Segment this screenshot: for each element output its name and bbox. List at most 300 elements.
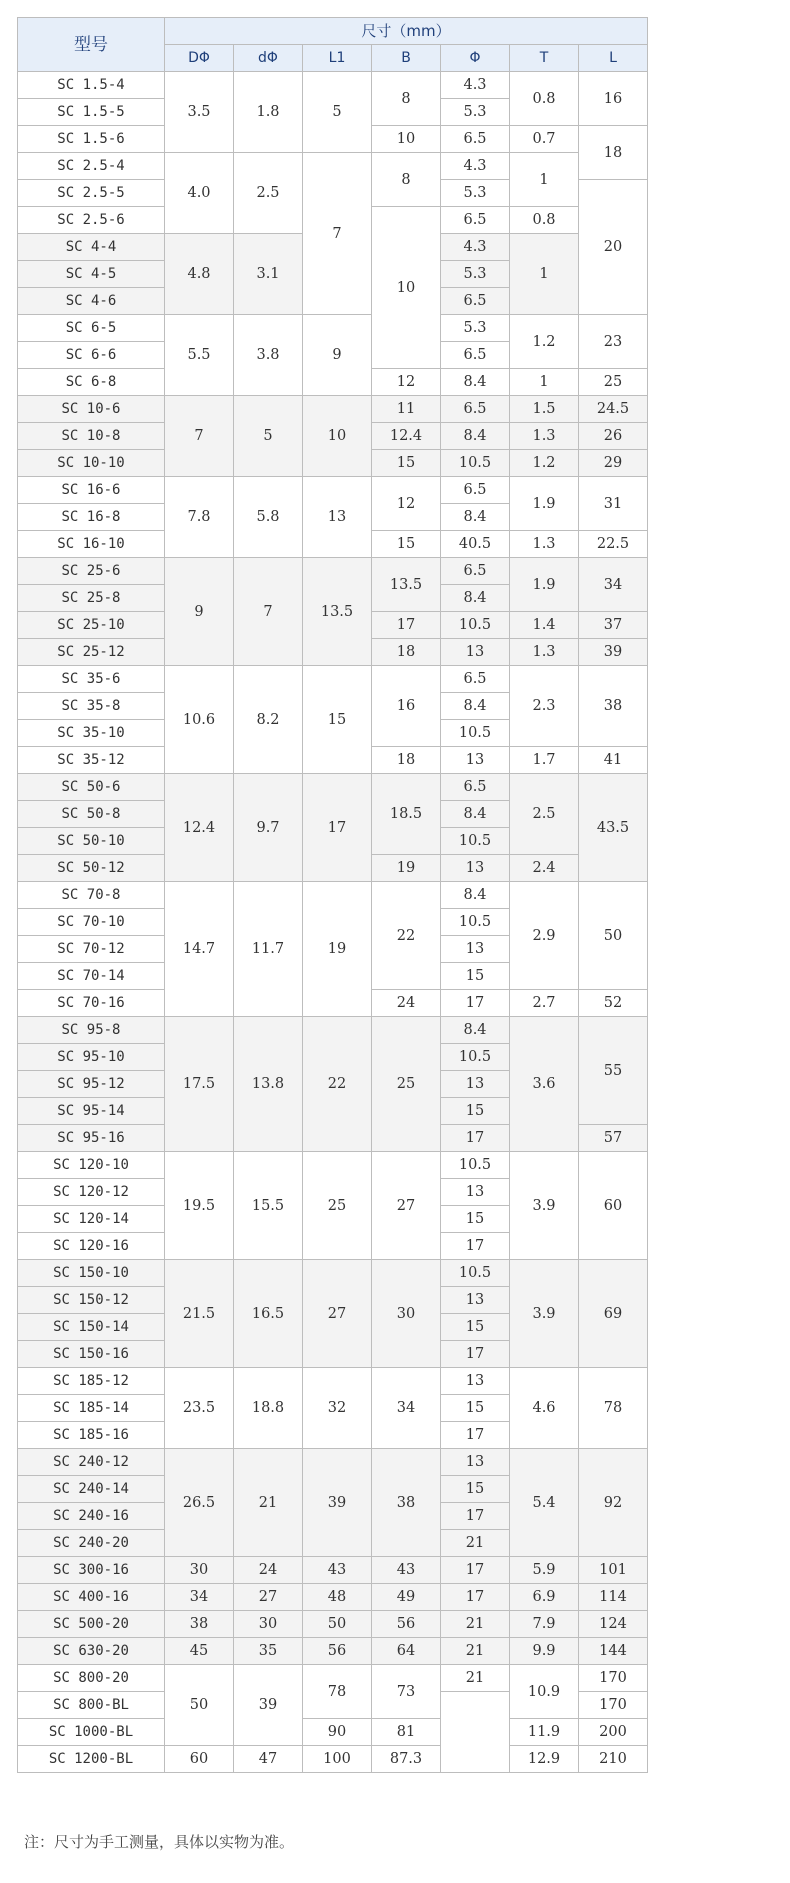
cell-T: 1 [510,369,579,396]
header-col-d: dΦ [234,45,303,72]
cell-D: 14.7 [165,882,234,1017]
cell-model: SC 25-6 [18,558,165,585]
cell-B: 18 [372,747,441,774]
cell-B: 49 [372,1584,441,1611]
cell-phi: 17 [441,1341,510,1368]
cell-phi: 17 [441,1125,510,1152]
cell-phi: 5.3 [441,261,510,288]
cell-D: 7 [165,396,234,477]
cell-L: 170 [579,1692,648,1719]
header-col-T: T [510,45,579,72]
cell-model: SC 800-20 [18,1665,165,1692]
cell-B: 81 [372,1719,441,1746]
cell-B: 22 [372,882,441,990]
cell-phi: 8.4 [441,801,510,828]
cell-T: 2.3 [510,666,579,747]
cell-model: SC 185-16 [18,1422,165,1449]
cell-model: SC 50-10 [18,828,165,855]
cell-phi: 5.3 [441,180,510,207]
cell-model: SC 6-5 [18,315,165,342]
cell-L: 23 [579,315,648,369]
cell-T: 6.9 [510,1584,579,1611]
cell-B: 18 [372,639,441,666]
cell-d: 24 [234,1557,303,1584]
cell-T: 1.2 [510,450,579,477]
cell-phi: 13 [441,747,510,774]
cell-L: 55 [579,1017,648,1125]
cell-phi: 15 [441,1098,510,1125]
table-row [18,1449,648,1476]
cell-L: 16 [579,72,648,126]
cell-model: SC 2.5-4 [18,153,165,180]
table-row [18,1368,648,1395]
cell-B: 87.3 [372,1746,441,1773]
cell-B: 43 [372,1557,441,1584]
cell-L1: 78 [303,1665,372,1719]
spec-table [17,17,648,1773]
cell-phi: 6.5 [441,207,510,234]
cell-d: 3.8 [234,315,303,396]
cell-phi: 17 [441,1422,510,1449]
table-row [18,315,648,342]
cell-D: 12.4 [165,774,234,882]
cell-d: 21 [234,1449,303,1557]
cell-L1: 7 [303,153,372,315]
cell-D: 21.5 [165,1260,234,1368]
spec-table-body [18,72,648,1773]
cell-B: 15 [372,450,441,477]
cell-D: 3.5 [165,72,234,153]
cell-d: 2.5 [234,153,303,234]
cell-T: 10.9 [510,1665,579,1719]
cell-T: 0.8 [510,72,579,126]
cell-phi: 13 [441,1449,510,1476]
cell-d: 11.7 [234,882,303,1017]
cell-L: 52 [579,990,648,1017]
cell-B: 12.4 [372,423,441,450]
cell-D: 23.5 [165,1368,234,1449]
cell-D: 4.0 [165,153,234,234]
cell-phi: 17 [441,1503,510,1530]
header-col-phi: Φ [441,45,510,72]
cell-phi: 13 [441,1179,510,1206]
header-col-D: DΦ [165,45,234,72]
cell-phi: 10.5 [441,612,510,639]
cell-L: 24.5 [579,396,648,423]
cell-model: SC 150-16 [18,1341,165,1368]
cell-B: 13.5 [372,558,441,612]
cell-T: 1 [510,153,579,207]
cell-T: 5.9 [510,1557,579,1584]
cell-model: SC 400-16 [18,1584,165,1611]
cell-model: SC 16-8 [18,504,165,531]
cell-D: 30 [165,1557,234,1584]
cell-D: 10.6 [165,666,234,774]
cell-phi: 13 [441,855,510,882]
cell-phi: 6.5 [441,774,510,801]
cell-L: 39 [579,639,648,666]
cell-d: 13.8 [234,1017,303,1152]
cell-D: 4.8 [165,234,234,315]
cell-model: SC 50-6 [18,774,165,801]
cell-D: 26.5 [165,1449,234,1557]
cell-model: SC 240-16 [18,1503,165,1530]
cell-L: 22.5 [579,531,648,558]
cell-L1: 43 [303,1557,372,1584]
cell-model: SC 10-10 [18,450,165,477]
cell-model: SC 95-16 [18,1125,165,1152]
cell-L1: 13 [303,477,372,558]
cell-d: 39 [234,1665,303,1746]
cell-phi: 15 [441,1314,510,1341]
cell-phi: 17 [441,1584,510,1611]
cell-L: 43.5 [579,774,648,882]
cell-phi: 21 [441,1530,510,1557]
cell-phi: 6.5 [441,342,510,369]
cell-B: 8 [372,72,441,126]
cell-model: SC 25-12 [18,639,165,666]
cell-phi: 15 [441,963,510,990]
table-row [18,882,648,909]
cell-L1: 13.5 [303,558,372,666]
cell-phi: 21 [441,1611,510,1638]
cell-phi: 10.5 [441,1260,510,1287]
cell-d: 16.5 [234,1260,303,1368]
cell-L1: 32 [303,1368,372,1449]
cell-L1: 56 [303,1638,372,1665]
cell-model: SC 1.5-5 [18,99,165,126]
cell-phi: 17 [441,990,510,1017]
cell-model: SC 6-6 [18,342,165,369]
cell-phi: 10.5 [441,1044,510,1071]
cell-B: 8 [372,153,441,207]
cell-L1: 100 [303,1746,372,1773]
table-row [18,153,648,180]
cell-L: 20 [579,180,648,315]
cell-D: 17.5 [165,1017,234,1152]
cell-phi: 15 [441,1476,510,1503]
cell-L: 41 [579,747,648,774]
header-model: 型号 [18,18,165,72]
cell-L: 60 [579,1152,648,1260]
cell-model: SC 70-10 [18,909,165,936]
cell-B: 11 [372,396,441,423]
table-row [18,1584,648,1611]
cell-d: 18.8 [234,1368,303,1449]
cell-model: SC 2.5-6 [18,207,165,234]
cell-T: 3.9 [510,1152,579,1260]
cell-L: 92 [579,1449,648,1557]
footnote: 注：尺寸为手工测量，具体以实物为准。 [24,1833,295,1851]
cell-d: 8.2 [234,666,303,774]
cell-B: 38 [372,1449,441,1557]
cell-model: SC 95-10 [18,1044,165,1071]
cell-B: 24 [372,990,441,1017]
cell-d: 3.1 [234,234,303,315]
cell-L: 57 [579,1125,648,1152]
cell-model: SC 70-14 [18,963,165,990]
cell-B: 19 [372,855,441,882]
cell-T: 4.6 [510,1368,579,1449]
table-row [18,1746,648,1773]
cell-D: 19.5 [165,1152,234,1260]
cell-B: 73 [372,1665,441,1719]
cell-L: 26 [579,423,648,450]
cell-model: SC 120-14 [18,1206,165,1233]
cell-L: 25 [579,369,648,396]
cell-D: 34 [165,1584,234,1611]
cell-T: 1.9 [510,477,579,531]
cell-T: 1.5 [510,396,579,423]
cell-model: SC 120-16 [18,1233,165,1260]
header-dimensions: 尺寸（mm） [165,18,648,45]
cell-d: 5.8 [234,477,303,558]
cell-model: SC 185-12 [18,1368,165,1395]
cell-T: 2.7 [510,990,579,1017]
cell-d: 1.8 [234,72,303,153]
cell-phi: 21 [441,1638,510,1665]
cell-D: 38 [165,1611,234,1638]
cell-model: SC 2.5-5 [18,180,165,207]
cell-T: 1.4 [510,612,579,639]
cell-model: SC 150-10 [18,1260,165,1287]
cell-model: SC 500-20 [18,1611,165,1638]
cell-L1: 19 [303,882,372,1017]
table-row [18,1260,648,1287]
cell-model: SC 4-4 [18,234,165,261]
cell-L1: 39 [303,1449,372,1557]
cell-T: 3.6 [510,1017,579,1152]
cell-D: 5.5 [165,315,234,396]
cell-L: 69 [579,1260,648,1368]
cell-phi: 4.3 [441,72,510,99]
cell-L1: 5 [303,72,372,153]
cell-T: 2.4 [510,855,579,882]
cell-B: 64 [372,1638,441,1665]
cell-L1: 17 [303,774,372,882]
cell-phi: 6.5 [441,396,510,423]
cell-T: 5.4 [510,1449,579,1557]
table-row [18,72,648,99]
cell-B: 12 [372,369,441,396]
cell-phi: 8.4 [441,1017,510,1044]
table-row [18,558,648,585]
cell-d: 30 [234,1611,303,1638]
cell-phi: 10.5 [441,1152,510,1179]
cell-d: 9.7 [234,774,303,882]
table-row [18,1638,648,1665]
cell-B: 17 [372,612,441,639]
cell-D: 50 [165,1665,234,1746]
cell-B: 10 [372,126,441,153]
cell-phi: 15 [441,1206,510,1233]
cell-L: 144 [579,1638,648,1665]
cell-model: SC 150-14 [18,1314,165,1341]
cell-model: SC 1000-BL [18,1719,165,1746]
cell-phi: 6.5 [441,477,510,504]
cell-L: 124 [579,1611,648,1638]
cell-T: 1.3 [510,639,579,666]
cell-phi [441,1692,510,1773]
cell-L: 101 [579,1557,648,1584]
cell-T: 2.5 [510,774,579,855]
cell-phi: 8.4 [441,585,510,612]
cell-model: SC 95-12 [18,1071,165,1098]
cell-model: SC 6-8 [18,369,165,396]
cell-phi: 5.3 [441,99,510,126]
cell-D: 9 [165,558,234,666]
table-row [18,477,648,504]
cell-model: SC 70-16 [18,990,165,1017]
cell-T: 1.9 [510,558,579,612]
table-row [18,1665,648,1692]
cell-L: 210 [579,1746,648,1773]
cell-d: 27 [234,1584,303,1611]
cell-model: SC 800-BL [18,1692,165,1719]
cell-phi: 10.5 [441,828,510,855]
cell-T: 9.9 [510,1638,579,1665]
cell-B: 25 [372,1017,441,1152]
cell-model: SC 4-6 [18,288,165,315]
cell-L: 18 [579,126,648,180]
cell-model: SC 1.5-4 [18,72,165,99]
cell-L: 200 [579,1719,648,1746]
cell-model: SC 1200-BL [18,1746,165,1773]
cell-L: 38 [579,666,648,747]
cell-phi: 17 [441,1557,510,1584]
cell-T: 1.3 [510,423,579,450]
cell-T: 0.7 [510,126,579,153]
cell-model: SC 10-8 [18,423,165,450]
cell-B: 12 [372,477,441,531]
table-row [18,1152,648,1179]
cell-d: 7 [234,558,303,666]
cell-phi: 40.5 [441,531,510,558]
cell-L1: 22 [303,1017,372,1152]
cell-d: 47 [234,1746,303,1773]
header-col-L: L [579,45,648,72]
cell-model: SC 35-6 [18,666,165,693]
cell-L1: 15 [303,666,372,774]
cell-L: 34 [579,558,648,612]
cell-model: SC 25-8 [18,585,165,612]
cell-B: 18.5 [372,774,441,855]
cell-B: 16 [372,666,441,747]
cell-model: SC 25-10 [18,612,165,639]
cell-T: 1.2 [510,315,579,369]
cell-L1: 10 [303,396,372,477]
cell-phi: 8.4 [441,693,510,720]
cell-L: 78 [579,1368,648,1449]
cell-phi: 13 [441,639,510,666]
table-row [18,1557,648,1584]
cell-model: SC 240-14 [18,1476,165,1503]
cell-phi: 8.4 [441,882,510,909]
cell-model: SC 35-12 [18,747,165,774]
cell-L1: 25 [303,1152,372,1260]
cell-L: 50 [579,882,648,990]
cell-L1: 27 [303,1260,372,1368]
table-row [18,1719,648,1746]
cell-phi: 6.5 [441,126,510,153]
cell-D: 45 [165,1638,234,1665]
cell-T: 1.7 [510,747,579,774]
cell-d: 35 [234,1638,303,1665]
cell-model: SC 16-10 [18,531,165,558]
cell-phi: 5.3 [441,315,510,342]
cell-model: SC 50-12 [18,855,165,882]
cell-D: 7.8 [165,477,234,558]
cell-phi: 13 [441,936,510,963]
cell-phi: 13 [441,1071,510,1098]
cell-phi: 10.5 [441,909,510,936]
cell-model: SC 35-10 [18,720,165,747]
cell-T: 2.9 [510,882,579,990]
cell-phi: 6.5 [441,666,510,693]
cell-phi: 10.5 [441,450,510,477]
cell-phi: 13 [441,1287,510,1314]
cell-model: SC 240-12 [18,1449,165,1476]
table-row [18,774,648,801]
cell-T: 12.9 [510,1746,579,1773]
cell-phi: 8.4 [441,423,510,450]
cell-model: SC 1.5-6 [18,126,165,153]
cell-model: SC 95-14 [18,1098,165,1125]
cell-phi: 21 [441,1665,510,1692]
cell-T: 11.9 [510,1719,579,1746]
cell-model: SC 50-8 [18,801,165,828]
cell-T: 0.8 [510,207,579,234]
cell-D: 60 [165,1746,234,1773]
cell-L1: 48 [303,1584,372,1611]
header-col-B: B [372,45,441,72]
cell-model: SC 300-16 [18,1557,165,1584]
cell-L: 114 [579,1584,648,1611]
cell-T: 3.9 [510,1260,579,1368]
cell-phi: 17 [441,1233,510,1260]
cell-model: SC 240-20 [18,1530,165,1557]
table-row [18,666,648,693]
cell-model: SC 16-6 [18,477,165,504]
cell-L: 170 [579,1665,648,1692]
cell-d: 5 [234,396,303,477]
cell-T: 1.3 [510,531,579,558]
cell-T: 1 [510,234,579,315]
cell-model: SC 185-14 [18,1395,165,1422]
cell-L: 31 [579,477,648,531]
cell-phi: 10.5 [441,720,510,747]
cell-d: 15.5 [234,1152,303,1260]
cell-phi: 6.5 [441,558,510,585]
cell-L1: 9 [303,315,372,396]
cell-model: SC 4-5 [18,261,165,288]
cell-model: SC 630-20 [18,1638,165,1665]
cell-phi: 13 [441,1368,510,1395]
cell-model: SC 35-8 [18,693,165,720]
cell-L: 29 [579,450,648,477]
cell-B: 56 [372,1611,441,1638]
cell-B: 30 [372,1260,441,1368]
cell-phi: 8.4 [441,504,510,531]
cell-model: SC 70-12 [18,936,165,963]
cell-phi: 4.3 [441,234,510,261]
cell-T: 7.9 [510,1611,579,1638]
cell-B: 15 [372,531,441,558]
table-row [18,1017,648,1044]
cell-phi: 8.4 [441,369,510,396]
cell-phi: 15 [441,1395,510,1422]
cell-model: SC 70-8 [18,882,165,909]
